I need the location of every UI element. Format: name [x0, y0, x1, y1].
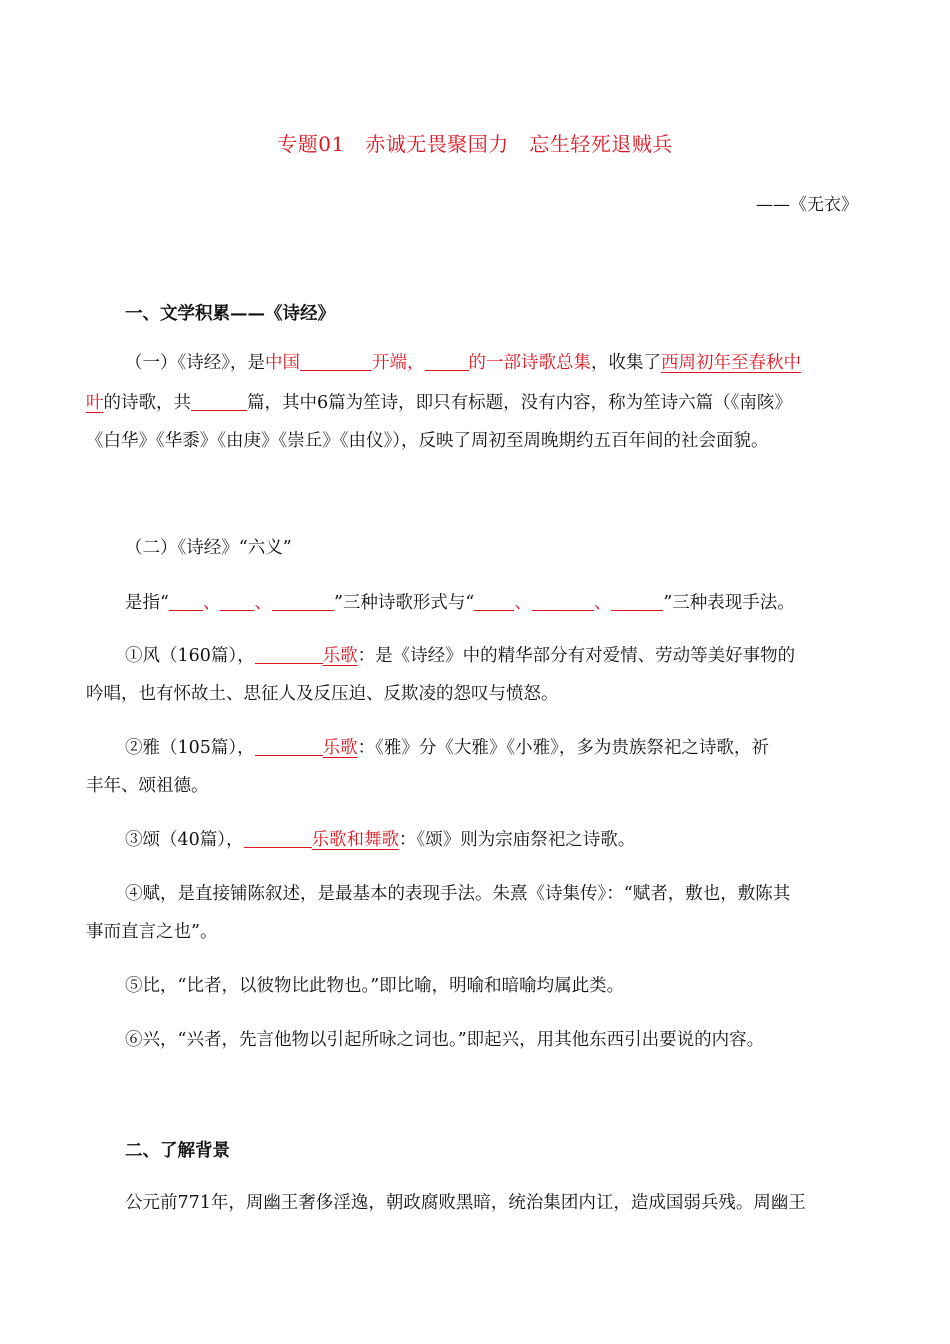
- fill-blank[interactable]: [244, 829, 312, 848]
- paragraph-line: 叶的诗歌，共 篇，其中6篇为笙诗，即只有标题，没有内容，称为笙诗六篇（《南陔》: [86, 393, 792, 413]
- paragraph-line: ①风（160篇）， 乐歌：是《诗经》中的精华部分有对爱情、劳动等美好事物的: [125, 646, 796, 666]
- fill-blank[interactable]: [272, 592, 334, 611]
- paragraph-line: 公元前771年，周幽王奢侈淫逸，朝政腐败黑暗，统治集团内讧，造成国弱兵残。周幽王: [125, 1193, 806, 1213]
- paragraph-line: ④赋，是直接铺陈叙述，是最基本的表现手法。朱熹《诗集传》：“赋者，敷也，敷陈其: [125, 884, 791, 904]
- fill-blank[interactable]: [255, 645, 323, 664]
- page-title: 专题01 赤诚无畏聚国力 忘生轻死退贼兵: [277, 132, 673, 156]
- paragraph-line: ⑤比，“比者，以彼物比此物也。”即比喻，明喻和暗喻均属此类。: [125, 976, 625, 996]
- answer-text: 乐歌和舞歌: [311, 830, 400, 850]
- fill-blank[interactable]: [191, 392, 247, 411]
- paragraph-line: 事而直言之也”。: [86, 922, 218, 942]
- fill-blank[interactable]: [532, 592, 594, 611]
- paragraph-line: ⑥兴，“兴者，先言他物以引起所咏之词也。”即起兴，用其他东西引出要说的内容。: [125, 1030, 765, 1050]
- answer-text: 乐歌: [322, 646, 358, 666]
- paragraph-line: 是指“ 、 、 ”三种诗歌形式与“ 、 、 ”三种表现手法。: [125, 593, 795, 613]
- fill-blank[interactable]: [169, 592, 203, 611]
- page-subtitle: ——《无衣》: [756, 195, 858, 215]
- section-heading-literature: 一、文学积累——《诗经》: [125, 304, 335, 324]
- section-heading-background: 二、了解背景: [125, 1141, 230, 1161]
- fill-blank[interactable]: [220, 592, 254, 611]
- paragraph-line: 《白华》《华黍》《由庚》《崇丘》《由仪》），反映了周初至周晚期约五百年间的社会面貌。: [86, 431, 769, 451]
- paragraph-line: ②雅（105篇）， 乐歌：《雅》分《大雅》《小雅》，多为贵族祭祀之诗歌，祈: [125, 738, 769, 758]
- fill-blank[interactable]: [425, 352, 469, 371]
- subsection-heading-six-principles: （二）《诗经》“六义”: [125, 538, 292, 558]
- paragraph-line: 吟唱，也有怀故土、思征人及反压迫、反欺凌的怨叹与愤怒。: [86, 684, 559, 704]
- paragraph-line: 丰年、颂祖德。: [86, 776, 209, 796]
- fill-blank[interactable]: [611, 592, 663, 611]
- fill-blank[interactable]: [474, 592, 514, 611]
- paragraph-line: （一）《诗经》，是中国 开端， 的一部诗歌总集，收集了西周初年至春秋中: [125, 353, 801, 373]
- fill-blank[interactable]: [300, 352, 372, 371]
- answer-text: 乐歌: [322, 738, 358, 758]
- fill-blank[interactable]: [255, 737, 323, 756]
- paragraph-line: ③颂（40篇）， 乐歌和舞歌：《颂》则为宗庙祭祀之诗歌。: [125, 830, 636, 850]
